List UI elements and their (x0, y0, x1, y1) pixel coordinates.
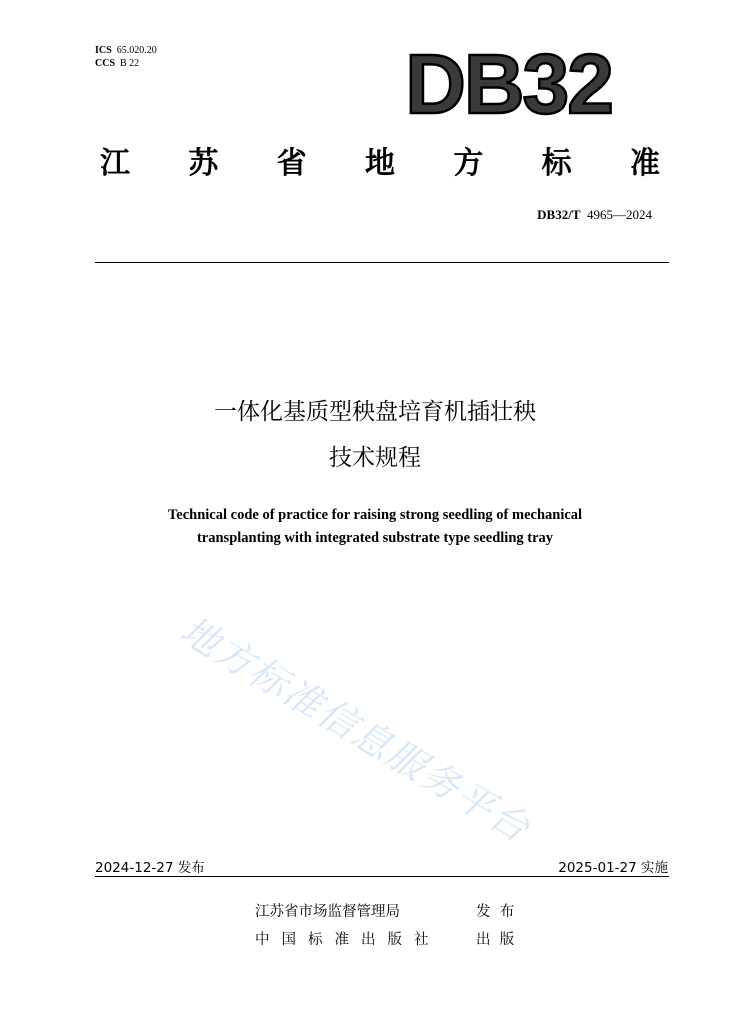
ics-label: ICS (95, 45, 112, 56)
classification-codes (95, 44, 157, 70)
ccs-value: B 22 (120, 58, 140, 69)
standard-type-char: 准 (629, 146, 660, 181)
publisher-action: 出 版 (476, 932, 515, 948)
ics-line (95, 44, 157, 57)
issuer-action: 发 布 (476, 904, 515, 920)
standard-code: DB32/T (537, 207, 581, 222)
standard-number-value: 4965—2024 (587, 207, 652, 222)
title-en-line2: transplanting with integrated substrate type seedling tray (196, 530, 554, 546)
issuer-org: 江苏省市场监督管理局 (255, 904, 400, 920)
publisher-org: 中国标准出版社 (255, 932, 441, 948)
db32-logo: DB32 (405, 37, 612, 131)
standard-type-char: 地 (364, 146, 395, 181)
implement-date: 2025-01-27 实施 (558, 860, 668, 876)
title-en-line1: Technical code of practice for raising strong seedling of mechanical (167, 507, 583, 523)
standard-number (537, 207, 652, 223)
ccs-label: CCS (95, 58, 116, 69)
standard-type-heading (100, 145, 660, 183)
standard-type-char: 江 (100, 146, 130, 181)
standard-type-char: 方 (453, 146, 484, 181)
ics-value: 65.020.20 (116, 45, 157, 56)
title-zh-line2: 技术规程 (329, 445, 421, 471)
bottom-divider (95, 876, 669, 877)
standard-type-char: 标 (541, 146, 572, 181)
top-divider (95, 262, 669, 263)
standard-type-char: 苏 (188, 146, 219, 181)
standard-type-char: 省 (276, 146, 307, 181)
issue-date: 2024-12-27 发布 (95, 860, 205, 876)
watermark: 地方标准信息服务平台 (172, 607, 539, 852)
ccs-line (95, 57, 157, 70)
title-zh-line1: 一体化基质型秧盘培育机插壮秧 (214, 399, 536, 425)
